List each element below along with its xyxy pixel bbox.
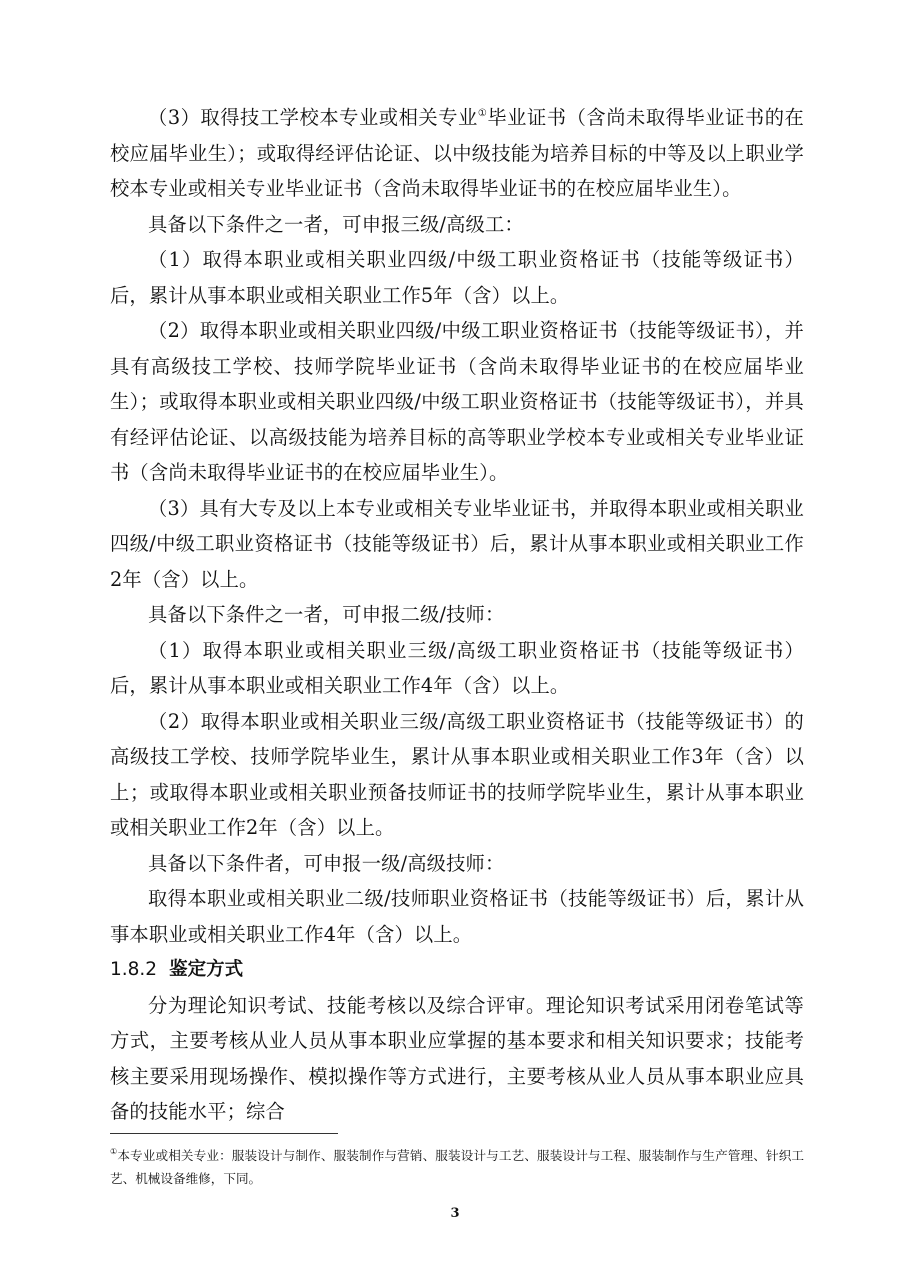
paragraph-level2-intro: 具备以下条件之一者，可申报二级/技师： [148,603,505,626]
paragraph-text: （3）取得技工学校本专业或相关专业 [148,106,478,129]
footnote [110,1144,804,1190]
section-heading [110,952,804,988]
footnote-reference: ① [477,108,488,119]
paragraph-technical-school [110,100,804,207]
paragraph-level2-item1: （1）取得本职业或相关职业三级/高级工职业资格证书（技能等级证书）后，累计从事本职业或相关职业工作4年（含）以上。 [110,638,804,697]
paragraph-level3-item2: （2）取得本职业或相关职业四级/中级工职业资格证书（技能等级证书），并具有高级技工学校、技师学院毕业证书（含尚未取得毕业证书的在校应届毕业生）；或取得本职业或相关职业四级/中级工职业资格证书（技能等级证书），并具有经评估论证、以高级技能为培养目标的高等职业学校本专业或相关专业毕业证书（含尚未取得毕业证书的在校应届毕业生）。 [110,319,804,484]
paragraph-level2-item2: （2）取得本职业或相关职业三级/高级工职业资格证书（技能等级证书）的高级技工学校、技师学院毕业生，累计从事本职业或相关职业工作3年（含）以上；或取得本职业或相关职业预备技师证书的技师学院毕业生，累计从事本职业或相关职业工作2年（含）以上。 [110,709,804,839]
footnote-separator [110,1133,338,1134]
section-title: 鉴定方式 [169,959,244,980]
footnote-marker: ① [110,1147,118,1156]
body-text [110,100,804,1130]
page-number: 3 [450,1206,460,1221]
paragraph-assessment-method: 分为理论知识考试、技能考核以及综合评审。理论知识考试采用闭卷笔试等方式，主要考核从业人员从事本职业应掌握的基本要求和相关知识要求；技能考核主要采用现场操作、模拟操作等方式进行，主要考核从业人员从事本职业应具备的技能水平；综合 [110,993,804,1123]
section-number: 1.8.2 [110,959,158,980]
paragraph-text: 毕业证书（含尚未取得毕业证书的在校应届毕业生）；或取得经评估论证、以中级技能为培养目标的中等及以上职业学校本专业或相关专业毕业证书（含尚未取得毕业证书的在校应届毕业生）。 [110,106,804,200]
paragraph-level1-intro: 具备以下条件者，可申报一级/高级技师： [148,851,505,875]
paragraph-level1-item: 取得本职业或相关职业二级/技师职业资格证书（技能等级证书）后，累计从事本职业或相关职业工作4年（含）以上。 [110,887,804,946]
paragraph-level3-intro: 具备以下条件之一者，可申报三级/高级工： [148,212,524,236]
footnote-text: 本专业或相关专业：服装设计与制作、服装制作与营销、服装设计与工艺、服装设计与工程、服装制作与生产管理、针织工艺、机械设备维修，下同。 [110,1148,805,1186]
paragraph-level3-item1: （1）取得本职业或相关职业四级/中级工职业资格证书（技能等级证书）后，累计从事本职业或相关职业工作5年（含）以上。 [110,248,804,307]
paragraph-level3-item3: （3）具有大专及以上本专业或相关专业毕业证书，并取得本职业或相关职业四级/中级工职业资格证书（技能等级证书）后，累计从事本职业或相关职业工作2年（含）以上。 [110,496,804,591]
